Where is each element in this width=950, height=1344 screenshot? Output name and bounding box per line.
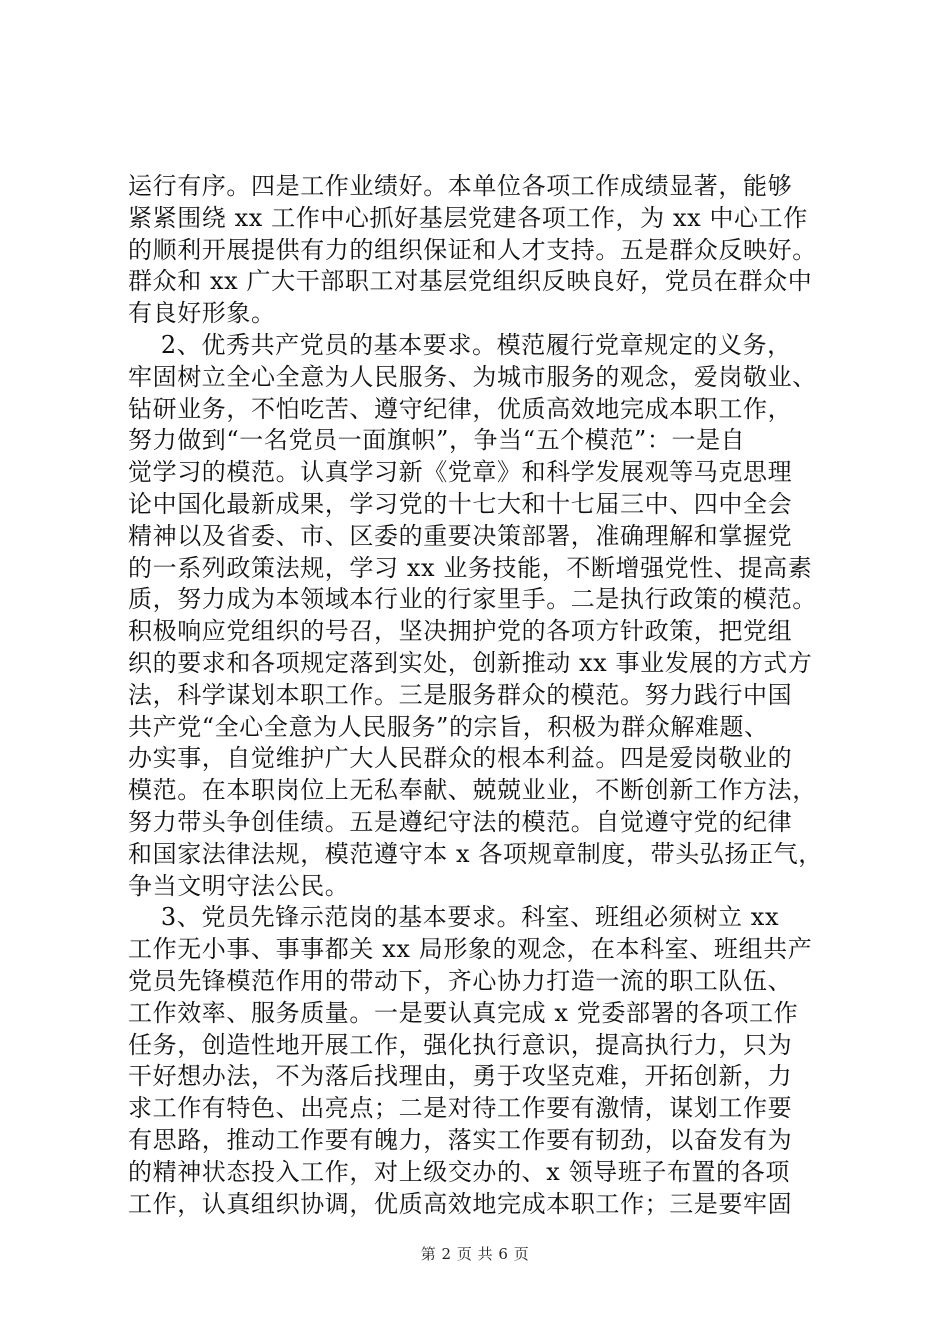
text-line: 干好想办法，不为落后找理由，勇于攻坚克难，开拓创新，力 xyxy=(128,1062,793,1091)
text-line: 任务，创造性地开展工作，强化执行意识，提高执行力，只为 xyxy=(128,1030,793,1059)
text-line: 共产党“全心全意为人民服务”的宗旨，积极为群众解难题、 xyxy=(128,712,769,741)
text-line: 运行有序。四是工作业绩好。本单位各项工作成绩显著，能够 xyxy=(128,172,793,200)
text-line: 的顺利开展提供有力的组织保证和人才支持。五是群众反映好。 xyxy=(128,235,817,264)
text-line: 有思路，推动工作要有魄力，落实工作要有韧劲，以奋发有为 xyxy=(128,1125,793,1154)
text-line: 紧紧围绕 xx 工作中心抓好基层党建各项工作，为 xx 中心工作 xyxy=(128,203,808,232)
text-line: 工作无小事、事事都关 xx 局形象的观念，在本科室、班组共产 xyxy=(128,935,813,964)
text-line: 的一系列政策法规，学习 xx 业务技能，不断增强党性、提高素 xyxy=(128,553,813,582)
page-number-footer: 第 2 页 共 6 页 xyxy=(420,1245,530,1263)
text-line: 模范。在本职岗位上无私奉献、兢兢业业，不断创新工作方法， xyxy=(128,776,817,805)
text-line: 3、党员先锋示范岗的基本要求。科室、班组必须树立 xx xyxy=(128,903,780,932)
text-line: 努力做到“一名党员一面旗帜”，争当“五个模范”：一是自 xyxy=(128,426,746,455)
text-line: 钻研业务，不怕吃苦、遵守纪律，优质高效地完成本职工作， xyxy=(128,394,793,423)
text-line: 工作效率、服务质量。一是要认真完成 x 党委部署的各项工作 xyxy=(128,998,799,1027)
text-line: 党员先锋模范作用的带动下，齐心协力打造一流的职工队伍、 xyxy=(128,966,793,995)
text-line: 努力带头争创佳绩。五是遵纪守法的模范。自觉遵守党的纪律 xyxy=(128,807,793,836)
text-line: 质，努力成为本领域本行业的行家里手。二是执行政策的模范。 xyxy=(128,585,817,614)
text-line: 织的要求和各项规定落到实处，创新推动 xx 事业发展的方式方 xyxy=(128,648,813,677)
text-line: 牢固树立全心全意为人民服务、为城市服务的观念，爱岗敬业、 xyxy=(128,362,817,391)
text-line: 法，科学谋划本职工作。三是服务群众的模范。努力践行中国 xyxy=(128,680,793,709)
text-line: 精神以及省委、市、区委的重要决策部署，准确理解和掌握党 xyxy=(128,521,793,550)
text-line: 积极响应党组织的号召，坚决拥护党的各项方针政策，把党组 xyxy=(128,617,793,646)
text-line: 2、优秀共产党员的基本要求。模范履行党章规定的义务， xyxy=(128,330,792,359)
text-line: 有良好形象。 xyxy=(128,299,276,328)
text-line: 求工作有特色、出亮点；二是对待工作要有激情，谋划工作要 xyxy=(128,1094,793,1123)
text-line: 群众和 xx 广大干部职工对基层党组织反映良好，党员在群众中 xyxy=(128,267,813,296)
text-line: 觉学习的模范。认真学习新《党章》和科学发展观等马克思理 xyxy=(128,458,793,487)
text-line: 的精神状态投入工作，对上级交办的、x 领导班子布置的各项 xyxy=(128,1157,790,1186)
body-text xyxy=(128,171,828,1220)
text-line: 办实事，自觉维护广大人民群众的根本利益。四是爱岗敬业的 xyxy=(128,744,793,773)
text-line: 和国家法律法规，模范遵守本 x 各项规章制度，带头弘扬正气， xyxy=(128,839,823,868)
text-line: 工作，认真组织协调，优质高效地完成本职工作；三是要牢固 xyxy=(128,1189,793,1218)
text-line: 争当文明守法公民。 xyxy=(128,871,350,900)
text-line: 论中国化最新成果，学习党的十七大和十七届三中、四中全会 xyxy=(128,489,793,518)
